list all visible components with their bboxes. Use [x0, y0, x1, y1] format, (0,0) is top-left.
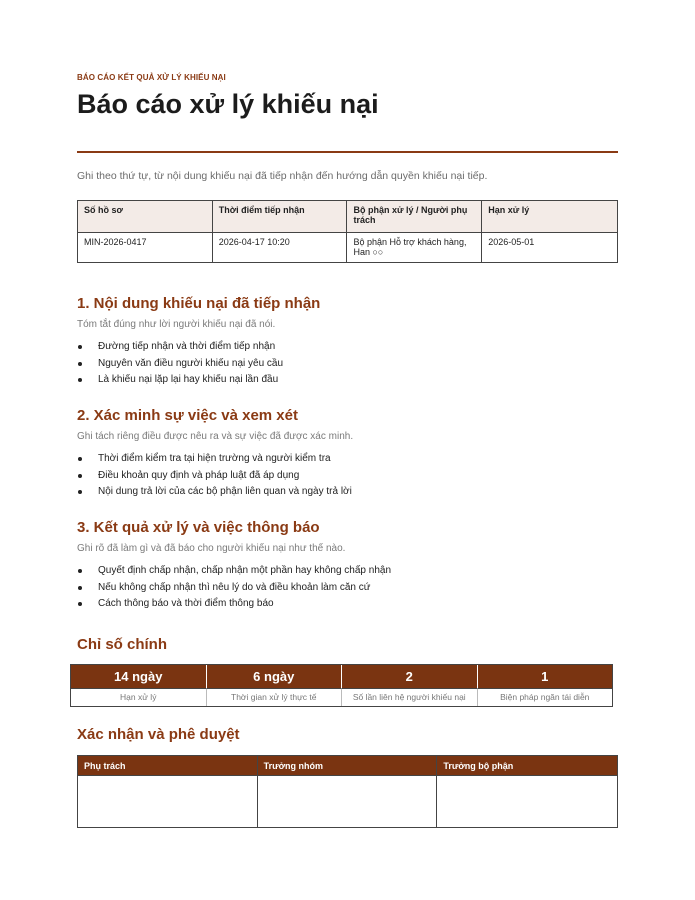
kpi-table	[70, 664, 613, 707]
section-description: Ghi rõ đã làm gì và đã báo cho người khiếu nại như thế nào.	[77, 543, 346, 554]
kpi-heading: Chỉ số chính	[77, 636, 167, 653]
list-item: Quyết định chấp nhận, chấp nhận một phần hay không chấp nhận	[77, 563, 618, 580]
list-item: Điều khoản quy định và pháp luật đã áp dụng	[77, 468, 618, 485]
case-info-row	[78, 233, 618, 263]
case-info-table	[77, 200, 618, 263]
kpi-value: 6 ngày	[207, 665, 342, 688]
section-list	[77, 451, 618, 501]
section-heading: 3. Kết quả xử lý và việc thông báo	[77, 519, 320, 536]
received-time: 2026-04-17 10:20	[212, 233, 347, 263]
signature-box-team-lead	[257, 776, 437, 828]
kpi-label: Thời gian xử lý thực tế	[206, 688, 342, 706]
section-heading: 2. Xác minh sự việc và xem xét	[77, 407, 298, 424]
approval-header-row	[78, 756, 618, 776]
list-item: Thời điểm kiểm tra tại hiện trường và người kiểm tra	[77, 451, 618, 468]
section-description: Ghi tách riêng điều được nêu ra và sự việc đã được xác minh.	[77, 431, 354, 442]
kpi-label: Số lần liên hệ người khiếu nại	[341, 688, 477, 706]
list-item: Đường tiếp nhận và thời điểm tiếp nhận	[77, 339, 618, 356]
approval-col-team-lead: Trưởng nhóm	[257, 756, 437, 776]
title-divider	[77, 151, 618, 153]
section-description: Tóm tắt đúng như lời người khiếu nại đã nói.	[77, 319, 276, 330]
kpi-value: 1	[478, 665, 613, 688]
page-title: Báo cáo xử lý khiếu nại	[77, 89, 379, 119]
header-case-number: Số hồ sơ	[78, 201, 213, 233]
list-item: Nếu không chấp nhận thì nêu lý do và điều khoản làm căn cứ	[77, 580, 618, 597]
approval-heading: Xác nhận và phê duyệt	[77, 726, 240, 743]
header-department: Bộ phận xử lý / Người phụ trách	[347, 201, 482, 233]
section-list	[77, 563, 618, 613]
report-eyebrow: BÁO CÁO KẾT QUẢ XỬ LÝ KHIẾU NẠI	[77, 73, 226, 82]
kpi-label: Biện pháp ngăn tái diễn	[477, 688, 613, 706]
kpi-actual-time	[206, 665, 342, 706]
approval-table	[77, 755, 618, 828]
kpi-value: 14 ngày	[71, 665, 206, 688]
section-received	[77, 295, 618, 389]
list-item: Là khiếu nại lặp lại hay khiếu nại lần đầu	[77, 372, 618, 389]
header-deadline: Hạn xử lý	[482, 201, 618, 233]
intro-text: Ghi theo thứ tự, từ nội dung khiếu nại đã tiếp nhận đến hướng dẫn quyền khiếu nại tiếp.	[77, 170, 488, 182]
signature-box-dept-head	[437, 776, 618, 828]
kpi-prevention	[477, 665, 613, 706]
approval-signature-row	[78, 776, 618, 828]
kpi-deadline	[71, 665, 206, 706]
list-item: Nội dung trả lời của các bộ phận liên quan và ngày trả lời	[77, 484, 618, 501]
kpi-label: Hạn xử lý	[71, 688, 206, 706]
section-list	[77, 339, 618, 389]
list-item: Cách thông báo và thời điểm thông báo	[77, 596, 618, 613]
approval-col-owner: Phụ trách	[78, 756, 258, 776]
section-result	[77, 519, 618, 613]
case-info-header-row	[78, 201, 618, 233]
case-number: MIN-2026-0417	[78, 233, 213, 263]
kpi-contacts	[341, 665, 477, 706]
header-received-time: Thời điểm tiếp nhận	[212, 201, 347, 233]
department: Bộ phận Hỗ trợ khách hàng, Han ○○	[347, 233, 482, 263]
deadline: 2026-05-01	[482, 233, 618, 263]
signature-box-owner	[78, 776, 258, 828]
approval-col-dept-head: Trưởng bộ phận	[437, 756, 618, 776]
section-verification	[77, 407, 618, 501]
list-item: Nguyên văn điều người khiếu nại yêu cầu	[77, 356, 618, 373]
section-heading: 1. Nội dung khiếu nại đã tiếp nhận	[77, 295, 321, 312]
kpi-value: 2	[342, 665, 477, 688]
